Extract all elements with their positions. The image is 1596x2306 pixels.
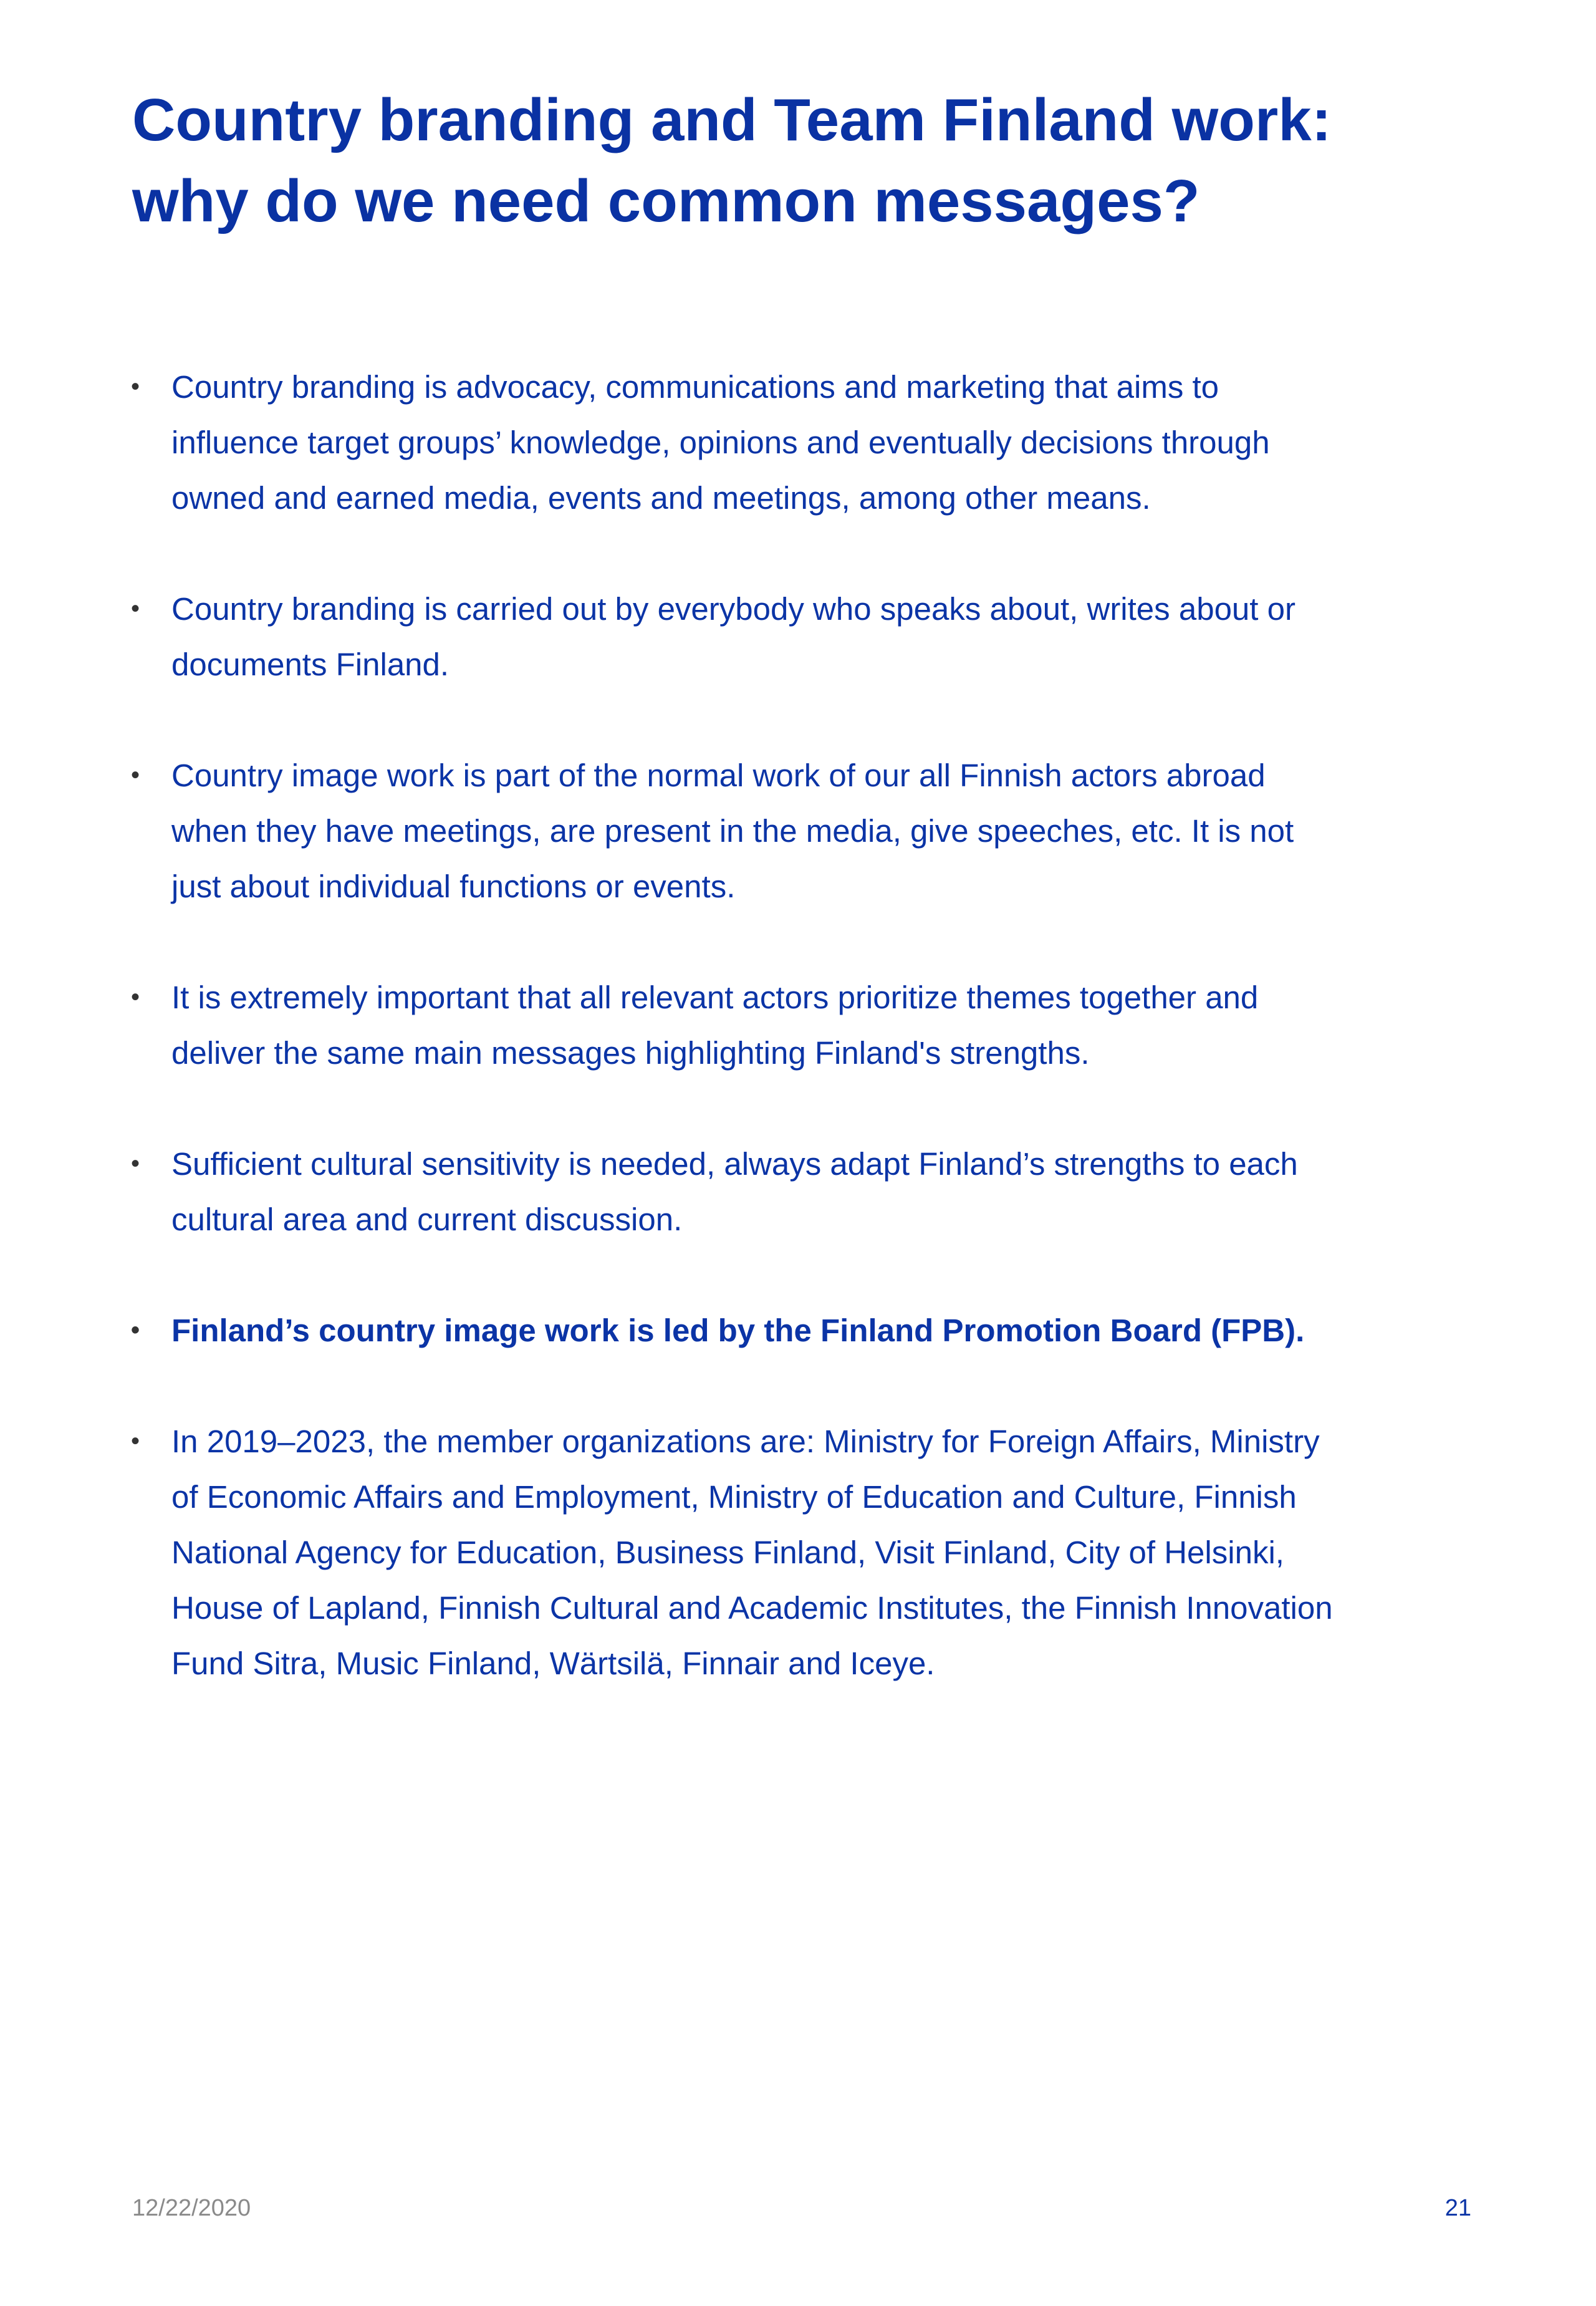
bullet-dot-icon: •	[131, 373, 140, 400]
bullet-text-line: It is extremely important that all relevant actors prioritize themes together and	[171, 980, 1259, 1015]
bullet-item	[131, 1136, 1502, 1247]
bullet-text-line: National Agency for Education, Business Finland, Visit Finland, City of Helsinki,	[171, 1535, 1284, 1570]
title-line: why do we need common messages?	[132, 168, 1200, 234]
bullet-text-line: Fund Sitra, Music Finland, Wärtsilä, Finnair and Iceye.	[171, 1646, 935, 1681]
bullet-text-line: Country branding is advocacy, communications and marketing that aims to	[171, 369, 1219, 405]
bullet-text-line: documents Finland.	[171, 647, 449, 682]
footer-date: 12/22/2020	[132, 2195, 251, 2221]
bullet-text-line: In 2019–2023, the member organizations are: Ministry for Foreign Affairs, Ministry	[171, 1424, 1320, 1459]
bullet-text-line: owned and earned media, events and meetings, among other means.	[171, 480, 1151, 516]
bullet-text-line: influence target groups’ knowledge, opinions and eventually decisions through	[171, 425, 1270, 460]
bullet-text-line: Country image work is part of the normal work of our all Finnish actors abroad	[171, 758, 1266, 793]
bullet-dot-icon: •	[131, 761, 140, 789]
bullet-item	[131, 359, 1502, 526]
page-title	[132, 80, 1332, 242]
bullet-text-line: deliver the same main messages highlighting Finland's strengths.	[171, 1035, 1090, 1071]
bullet-text-line: cultural area and current discussion.	[171, 1202, 683, 1237]
bullet-item	[131, 581, 1502, 692]
bullet-dot-icon: •	[131, 1150, 140, 1177]
page-number: 21	[1445, 2195, 1471, 2221]
bullet-item	[131, 1414, 1502, 1691]
bullet-item	[131, 1303, 1502, 1358]
bullet-dot-icon: •	[131, 1316, 140, 1344]
bullet-text-line: Country branding is carried out by everybody who speaks about, writes about or	[171, 591, 1296, 627]
bullet-list	[131, 359, 1502, 1747]
bullet-dot-icon: •	[131, 1427, 140, 1455]
bullet-text-line: Sufficient cultural sensitivity is needed, always adapt Finland’s strengths to each	[171, 1146, 1298, 1182]
bullet-dot-icon: •	[131, 595, 140, 622]
bullet-text-line: House of Lapland, Finnish Cultural and Academic Institutes, the Finnish Innovation	[171, 1590, 1333, 1626]
bullet-item	[131, 970, 1502, 1081]
bullet-item	[131, 748, 1502, 914]
bullet-text-line: of Economic Affairs and Employment, Ministry of Education and Culture, Finnish	[171, 1479, 1297, 1515]
bullet-text-line: Finland’s country image work is led by the Finland Promotion Board (FPB).	[171, 1313, 1305, 1348]
bullet-text-line: when they have meetings, are present in the media, give speeches, etc. It is not	[171, 813, 1294, 849]
bullet-text-line: just about individual functions or events.	[171, 869, 736, 904]
title-line: Country branding and Team Finland work:	[132, 87, 1332, 153]
bullet-dot-icon: •	[131, 983, 140, 1011]
